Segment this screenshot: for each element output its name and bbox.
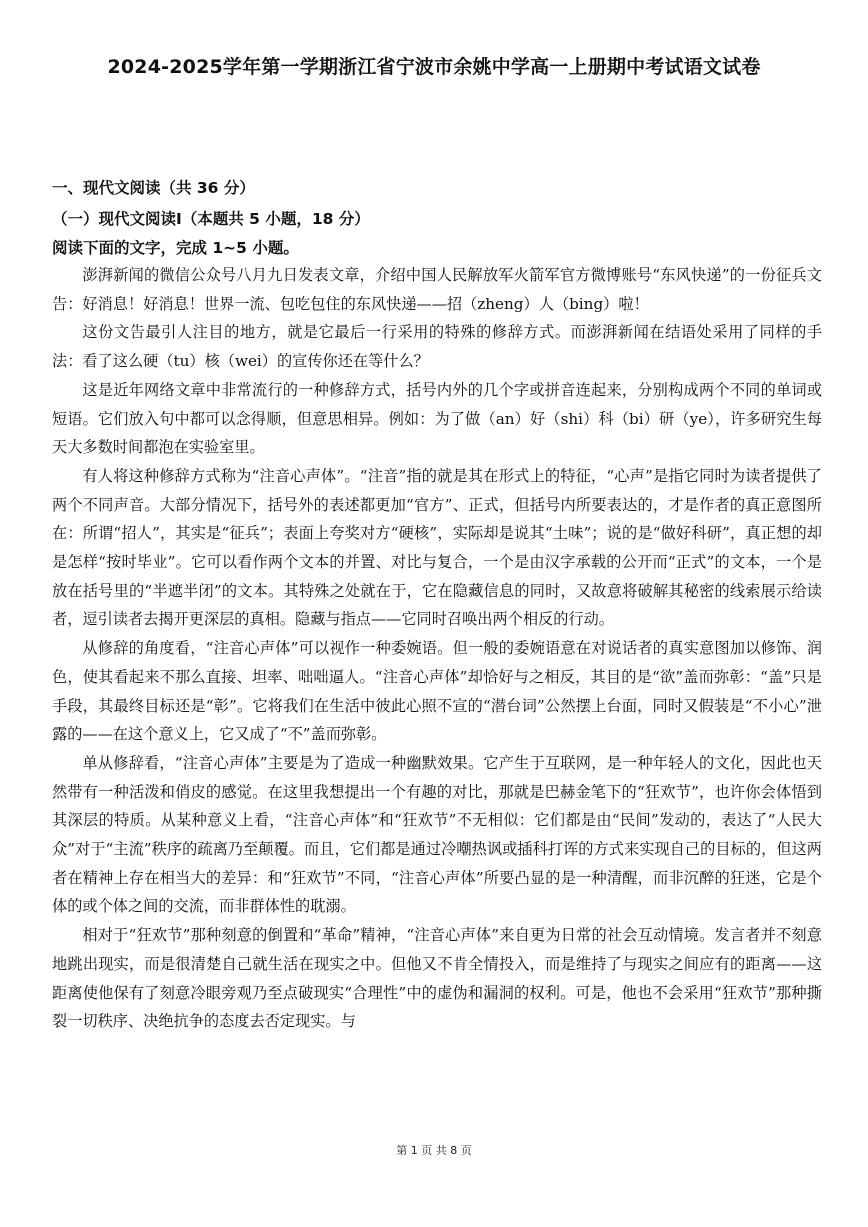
reading-instruction: 阅读下面的文字，完成 1~5 小题。	[52, 239, 299, 257]
section-heading: 一、现代文阅读（共 36 分）	[52, 179, 255, 197]
document-title: 2024-2025学年第一学期浙江省宁波市余姚中学高一上册期中考试语文试卷	[107, 56, 761, 78]
passage-body	[52, 261, 822, 1036]
paragraph: 这是近年网络文章中非常流行的一种修辞方式，括号内外的几个字或拼音连起来，分别构成两个不同的单词或短语。它们放入句中都可以念得顺，但意思相异。例如：为了做（an）好（shi）科（bi）研（ye），许多研究生每天大多数时间都泡在实验室里。	[52, 380, 822, 457]
paragraph: 相对于“狂欢节”那种刻意的倒置和“革命”精神，“注音心声体”来自更为日常的社会互动情境。发言者并不刻意地跳出现实，而是很清楚自己就生活在现实之中。但他又不肯全情投入，而是维持了与现实之间应有的距离——这距离使他保有了刻意冷眼旁观乃至点破现实“合理性”中的虚伪和漏洞的权利。可是，他也不会采用“狂欢节”那种撕裂一切秩序、决绝抗争的态度去否定现实。与	[52, 926, 822, 1031]
paragraph: 这份文告最引人注目的地方，就是它最后一行采用的特殊的修辞方式。而澎湃新闻在结语处采用了同样的手法：看了这么硬（tu）核（wei）的宣传你还在等什么？	[52, 323, 822, 371]
subsection-heading: （一）现代文阅读Ⅰ（本题共 5 小题，18 分）	[52, 210, 370, 228]
paragraph: 从修辞的角度看，“注音心声体”可以视作一种委婉语。但一般的委婉语意在对说话者的真实意图加以修饰、润色，使其看起来不那么直接、坦率、咄咄逼人。“注音心声体”却恰好与之相反，其目的是“欲”盖而弥彰：“盖”只是手段，其最终目标还是“彰”。它将我们在生活中彼此心照不宣的“潜台词”公然摆上台面，同时又假装是“不小心”泄露的——在这个意义上，它又成了“不”盖而弥彰。	[52, 639, 822, 744]
paragraph: 有人将这种修辞方式称为“注音心声体”。“注音”指的就是其在形式上的特征，“心声”是指它同时为读者提供了两个不同声音。大部分情况下，括号外的表述都更加“官方”、正式，但括号内所要表达的，才是作者的真正意图所在：所谓“招人”，其实是“征兵”；表面上夸奖对方“硬核”，实际却是说其“土味”；说的是“做好科研”，真正想的却是怎样“按时毕业”。它可以看作两个文本的并置、对比与复合，一个是由汉字承载的公开而“正式”的文本，一个是放在括号里的“半遮半闭”的文本。其特殊之处就在于，它在隐藏信息的同时，又故意将破解其秘密的线索展示给读者，逗引读者去揭开更深层的真相。隐藏与指点——它同时召唤出两个相反的行动。	[52, 466, 822, 629]
paragraph: 单从修辞看，“注音心声体”主要是为了造成一种幽默效果。它产生于互联网，是一种年轻人的文化，因此也天然带有一种活泼和俏皮的感觉。在这里我想提出一个有趣的对比，那就是巴赫金笔下的“狂欢节”，也许你会体悟到其深层的特质。从某种意义上看，“注音心声体”和“狂欢节”不无相似：它们都是由“民间”发动的，表达了“人民大众”对于“主流”秩序的疏离乃至颠覆。而且，它们都是通过冷嘲热讽或插科打诨的方式来实现自己的目标的，但这两者在精神上存在相当大的差异：和“狂欢节”不同，“注音心声体”所要凸显的是一种清醒，而非沉醉的狂迷，它是个体的或个体之间的交流，而非群体性的耽溺。	[52, 753, 822, 916]
page-footer: 第 1 页 共 8 页	[396, 1144, 472, 1157]
paragraph: 澎湃新闻的微信公众号八月九日发表文章，介绍中国人民解放军火箭军官方微博账号“东风快递”的一份征兵文告：好消息！好消息！世界一流、包吃包住的东风快递——招（zheng）人（bing）啦！	[52, 266, 822, 313]
